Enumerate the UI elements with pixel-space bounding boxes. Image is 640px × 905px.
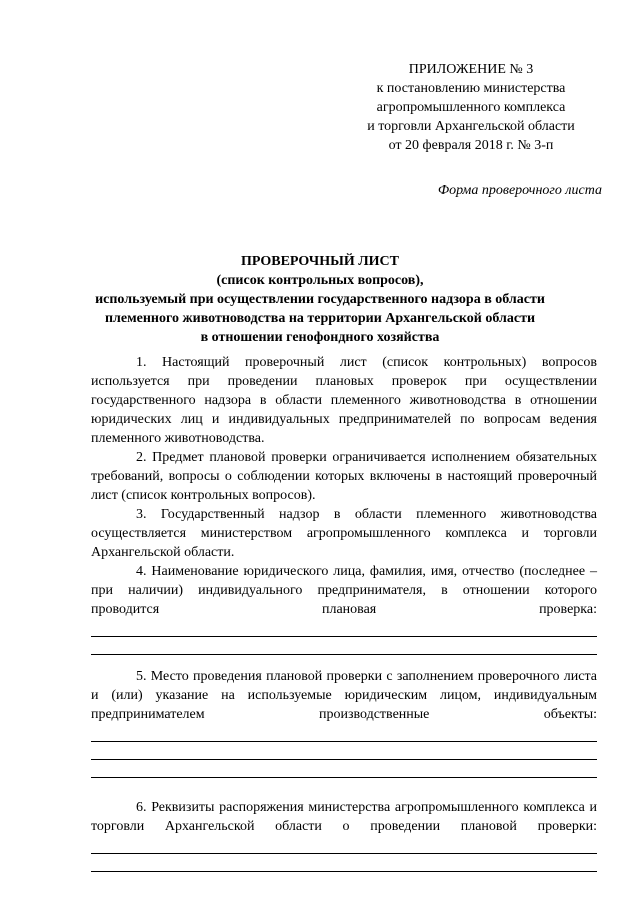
paragraph-3: 3. Государственный надзор в области племенного животноводства осуществляется министерством агропромышленного комплекса и торговли Архангельской области. — [91, 507, 597, 560]
fill-line-4a[interactable] — [91, 619, 597, 637]
title-line-3: используемый при осуществлении государственного надзора в области — [95, 292, 545, 307]
form-label: Форма проверочного листа — [437, 183, 602, 198]
fill-line-6b[interactable] — [91, 854, 597, 872]
appendix-line-3: агропромышленного комплекса — [376, 100, 566, 115]
title-line-5: в отношении генофондного хозяйства — [200, 330, 440, 345]
fill-line-5a[interactable] — [91, 724, 597, 742]
paragraph-6: 6. Реквизиты распоряжения министерства агропромышленного комплекса и торговли Архангельской области о проведении плановой проверки: — [91, 800, 597, 834]
fill-line-4b[interactable] — [91, 637, 597, 655]
appendix-line-2: к постановлению министерства — [376, 81, 566, 96]
appendix-date: от 20 февраля 2018 г. № 3-п — [388, 138, 554, 153]
appendix-header — [340, 60, 602, 155]
fill-line-5b[interactable] — [91, 742, 597, 760]
paragraph-4: 4. Наименование юридического лица, фамилия, имя, отчество (последнее – при наличии) индивидуального предпринимателя, в отношении которого проводится плановая проверка: — [91, 564, 597, 617]
document-body — [91, 353, 597, 872]
appendix-line-4: и торговли Архангельской области — [367, 119, 575, 134]
title-line-1: ПРОВЕРОЧНЫЙ ЛИСТ — [240, 254, 399, 269]
paragraph-5: 5. Место проведения плановой проверки с заполнением проверочного листа и (или) указание на используемые юридическим лицом, индивидуальным предпринимателем производственные объекты: — [91, 669, 597, 722]
document-title — [60, 252, 580, 347]
fill-line-5c[interactable] — [91, 760, 597, 778]
paragraph-2: 2. Предмет плановой проверки ограничивается исполнением обязательных требований, вопросы о соблюдении которых включены в настоящий проверочный лист (список контрольных вопросов). — [91, 450, 597, 503]
fill-line-6a[interactable] — [91, 836, 597, 854]
title-line-2: (список контрольных вопросов), — [216, 273, 424, 288]
title-line-4: племенного животноводства на территории Архангельской области — [104, 311, 536, 326]
appendix-number: ПРИЛОЖЕНИЕ № 3 — [408, 62, 534, 77]
paragraph-1: 1. Настоящий проверочный лист (список контрольных) вопросов используется при проведении плановых проверок при осуществлении государственного надзора в области племенного животноводства в отношении юридических лиц и индивидуальных предпринимателей по вопросам ведения племенного животноводства. — [91, 355, 597, 446]
